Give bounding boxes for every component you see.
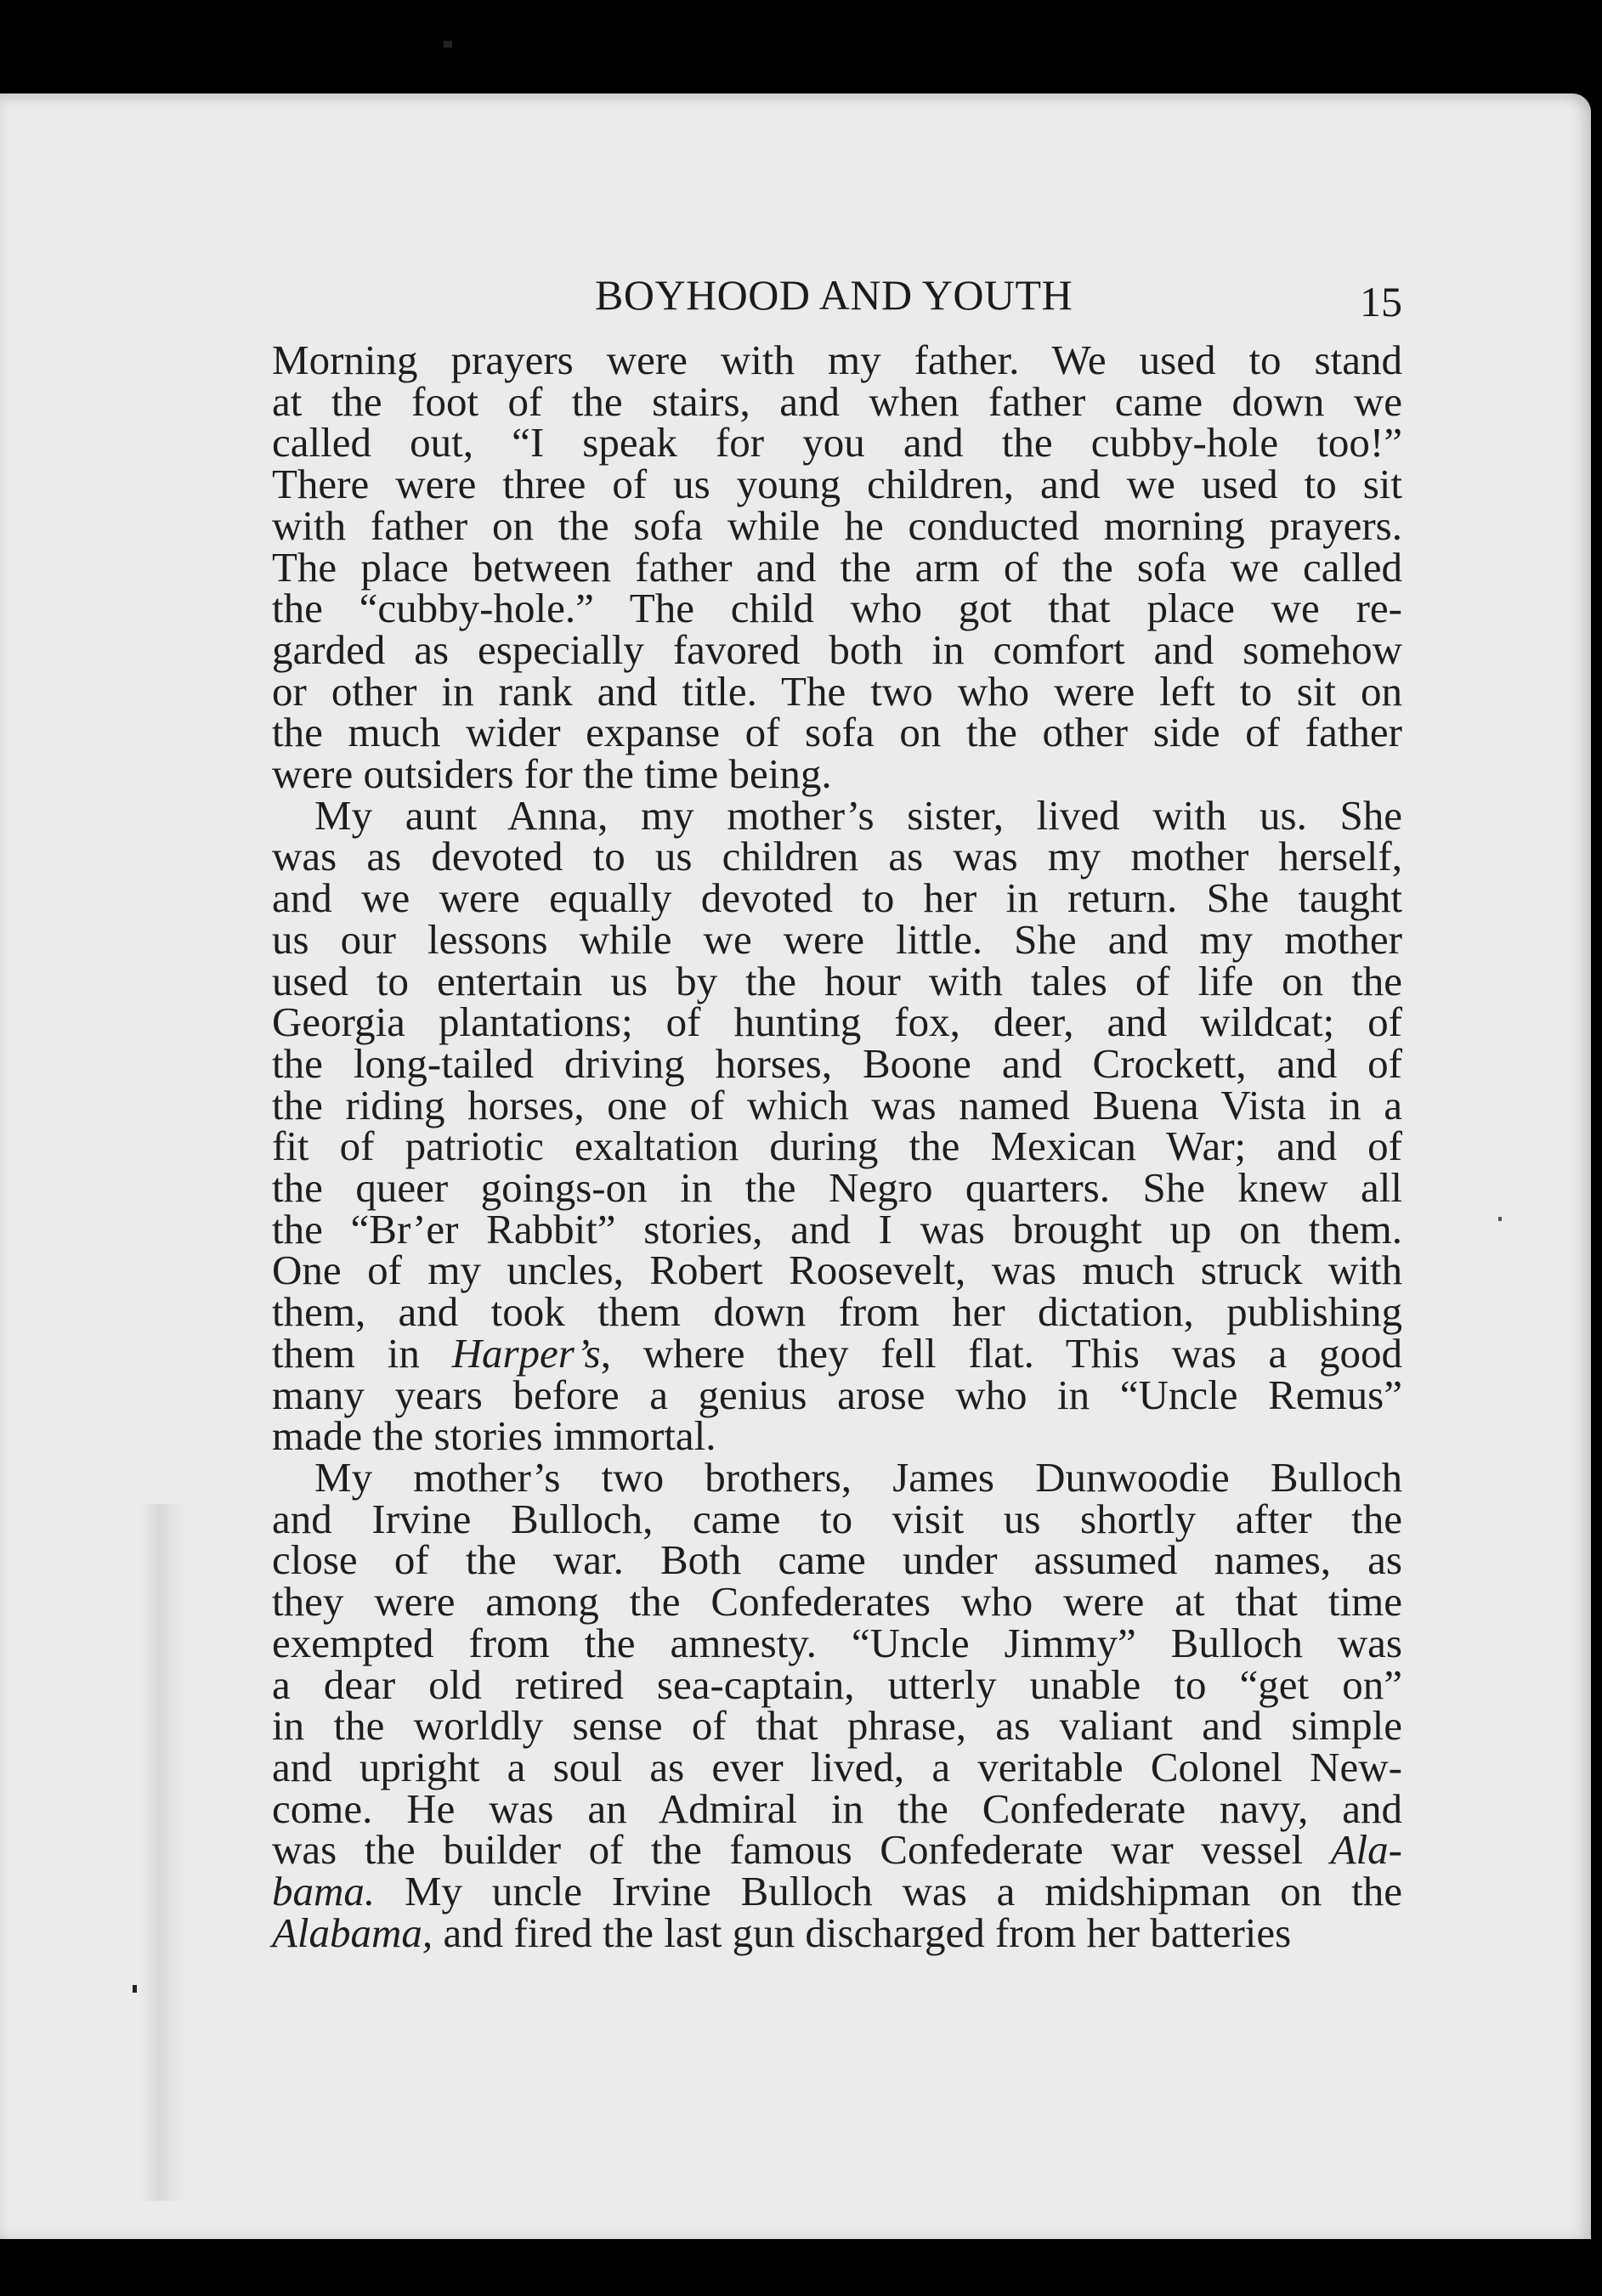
paragraph: [272, 1453, 1402, 1956]
scan-speck: [1498, 1217, 1502, 1221]
text-fragment: was the builder of the famous Confederate war vessel: [272, 1826, 1304, 1874]
body-text: [272, 336, 1403, 1956]
text-line: fit of patriotic exaltation during the Mexican War; and of: [272, 1123, 1402, 1170]
text-line: in the worldly sense of that phrase, as valiant and simple: [272, 1702, 1402, 1750]
text-line: a dear old retired sea-captain, utterly unable to “get on”: [272, 1660, 1402, 1708]
text-line: [272, 1329, 1403, 1377]
ship-name: Ala-: [1330, 1826, 1402, 1874]
text-line: many years before a genius arose who in “Uncle Remus”: [272, 1371, 1402, 1418]
text-line: was as devoted to us children as was my mother herself,: [272, 833, 1402, 880]
text-line: us our lessons while we were little. She and my mother: [272, 915, 1402, 963]
text-line: the “Br’er Rabbit” stories, and I was brought up on them.: [272, 1205, 1402, 1253]
text-line: the “cubby-hole.” The child who got that place we re-: [272, 585, 1402, 632]
text-line: My mother’s two brothers, James Dunwoodie Bulloch: [314, 1453, 1402, 1501]
text-line: close of the war. Both came under assumed names, as: [272, 1536, 1402, 1584]
text-line: There were three of us young children, and we used to sit: [272, 461, 1402, 508]
text-line: [272, 1868, 1402, 1915]
ship-name: Alabama,: [272, 1909, 433, 1956]
magazine-title: Harper’s: [451, 1329, 601, 1377]
text-line: the much wider expanse of sofa on the other side of father: [272, 709, 1402, 756]
text-line: made the stories immortal.: [272, 1412, 716, 1460]
text-fragment: , where they fell flat. This was a good: [600, 1329, 1403, 1377]
text-line: or other in rank and title. The two who were left to sit on: [272, 667, 1402, 715]
text-line: My aunt Anna, my mother’s sister, lived with us. She: [314, 791, 1402, 839]
scan-speck: [133, 1985, 137, 1993]
text-line: the long-tailed driving horses, Boone and Crockett, and of: [272, 1039, 1402, 1087]
text-line: used to entertain us by the hour with tales of life on the: [272, 957, 1402, 1004]
text-line: with father on the sofa while he conducted morning prayers.: [272, 501, 1402, 549]
text-line: Morning prayers were with my father. We used to stand: [272, 336, 1402, 383]
text-line: them, and took them down from her dictation, publishing: [272, 1288, 1402, 1336]
text-line: and Irvine Bulloch, came to visit us shortly after the: [272, 1495, 1402, 1542]
text-line: were outsiders for the time being.: [272, 750, 832, 798]
text-line: garded as especially favored both in comfort and somehow: [272, 625, 1402, 673]
text-fragment: My uncle Irvine Bulloch was a midshipman on the: [375, 1868, 1402, 1915]
page-gutter-shadow: [140, 1504, 187, 2201]
ship-name: bama.: [272, 1868, 376, 1915]
text-line: [272, 1826, 1402, 1874]
text-line: the queer goings-on in the Negro quarters. She knew all: [272, 1164, 1402, 1212]
text-line: exempted from the amnesty. “Uncle Jimmy” Bulloch was: [272, 1619, 1402, 1666]
text-line: and we were equally devoted to her in return. She taught: [272, 874, 1402, 922]
paragraph: [272, 336, 1402, 798]
scan-speck: [444, 41, 452, 48]
text-line: called out, “I speak for you and the cubby-hole too!”: [272, 419, 1402, 467]
text-fragment: them in: [272, 1329, 420, 1377]
text-line: Georgia plantations; of hunting fox, deer, and wildcat; of: [272, 998, 1402, 1046]
text-line: they were among the Confederates who were at that time: [272, 1578, 1402, 1626]
text-line: One of my uncles, Robert Roosevelt, was much struck with: [272, 1247, 1402, 1294]
text-line: and upright a soul as ever lived, a veritable Colonel New-: [272, 1743, 1402, 1790]
text-line: come. He was an Admiral in the Confederate navy, and: [272, 1784, 1402, 1832]
running-head: BOYHOOD AND YOUTH: [595, 271, 1073, 319]
paragraph: [272, 791, 1403, 1460]
text-line: The place between father and the arm of the sofa we called: [272, 543, 1402, 591]
text-line: the riding horses, one of which was named Buena Vista in a: [272, 1081, 1402, 1128]
text-line: [272, 1909, 1402, 1956]
text-fragment: and fired the last gun discharged from her batteries: [433, 1909, 1292, 1956]
text-line: at the foot of the stairs, and when father came down we: [272, 377, 1402, 425]
page-number: 15: [1360, 278, 1402, 325]
